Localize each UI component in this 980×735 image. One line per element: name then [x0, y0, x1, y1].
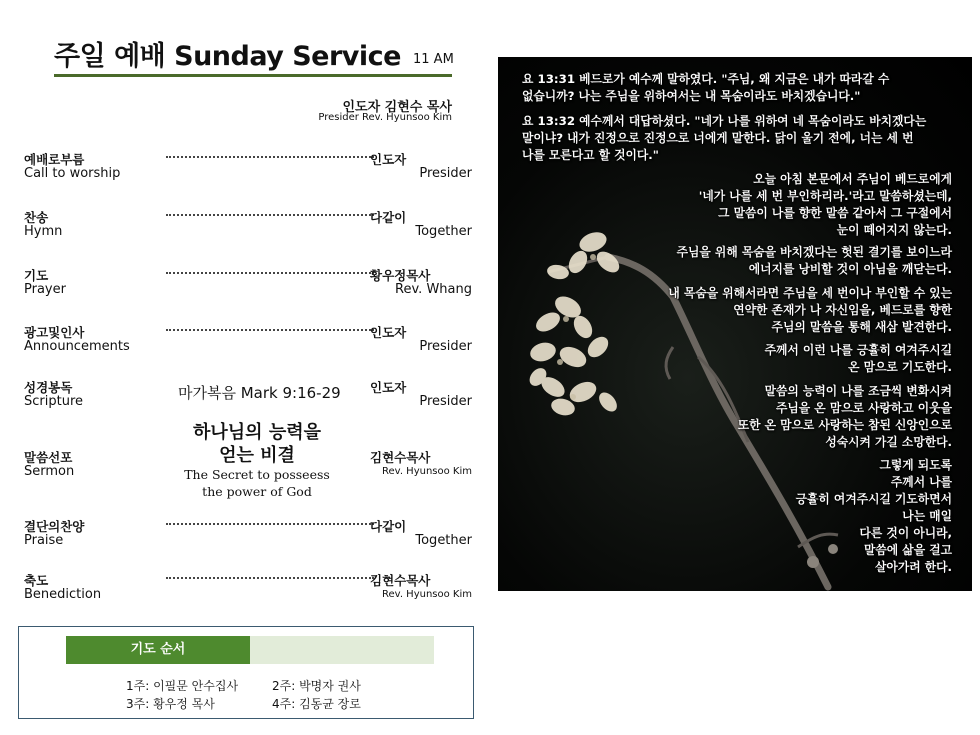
leader-en: Rev. Whang: [395, 282, 472, 297]
prayer-week-1: 1주: 이필문 안수집사: [126, 679, 239, 693]
sermon-title-english: [168, 466, 346, 500]
title-divider: [54, 74, 452, 77]
order-label-ko: 예배로부름: [24, 152, 85, 167]
order-row-hymn: [24, 208, 472, 248]
meditation-line: 주께서 이런 나를 긍휼히 여겨주시길: [764, 343, 952, 357]
dot-leader: [166, 577, 374, 579]
meditation-line: 주께서 나를: [890, 475, 952, 489]
verse-line: 없습니까? 나는 주님을 위하여서는 내 목숨이라도 바치겠습니다.": [522, 89, 861, 103]
dot-leader: [166, 523, 374, 525]
leader-ko: 인도자: [370, 380, 407, 395]
meditation-line: 연약한 존재가 나 자신임을, 베드로를 향한: [733, 303, 952, 317]
order-label-ko: 말씀선포: [24, 450, 73, 465]
meditation-line: 긍휼히 여겨주시길 기도하면서: [795, 492, 952, 506]
verse-line: 요 13:31 베드로가 예수께 말하였다. "주님, 왜 지금은 내가 따라갈 수: [522, 72, 890, 86]
meditation-paragraph-5: [622, 383, 952, 451]
meditation-line: 나는 매일: [902, 509, 952, 523]
order-label-en: Scripture: [24, 394, 84, 409]
verse-13-32: [522, 113, 962, 164]
leader-ko: 황우정목사: [370, 268, 431, 283]
sermon-title-korean: [168, 421, 346, 467]
dot-leader: [166, 156, 374, 158]
order-label-ko: 기도: [24, 268, 49, 283]
meditation-paragraph-3: [622, 285, 952, 336]
meditation-line: 내 목숨을 위해서라면 주님을 세 번이나 부인할 수 있는: [668, 286, 952, 300]
meditation-line: 눈이 떼어지지 않는다.: [836, 223, 952, 237]
prayer-schedule-header: 기도 순서: [66, 636, 250, 664]
meditation-line: 에너지를 낭비할 것이 아님을 깨닫는다.: [748, 262, 952, 276]
order-label-en: Benediction: [24, 587, 102, 602]
sermon-title-en-line1: The Secret to posseess: [184, 467, 330, 482]
meditation-paragraph-6: [622, 457, 952, 576]
leader-ko: 다같이: [370, 210, 407, 225]
leader-en: Rev. Hyunsoo Kim: [382, 589, 472, 600]
verse-line: 요 13:32 예수께서 대답하셨다. "네가 나를 위하여 네 목숨이라도 바치겠다는: [522, 114, 927, 128]
meditation-line: 또한 온 맘으로 사랑하는 참된 신앙인으로: [737, 418, 952, 432]
sermon-title-en-line2: the power of God: [202, 484, 312, 499]
leader-ko: 인도자: [370, 152, 407, 167]
meditation-line: 오늘 아침 본문에서 주님이 베드로에게: [753, 172, 952, 186]
order-row-prayer: [24, 266, 472, 306]
order-label-ko: 광고및인사: [24, 325, 85, 340]
order-label-en: Prayer: [24, 282, 66, 297]
meditation-line: 주님의 말씀을 통해 새삼 발견한다.: [771, 320, 952, 334]
meditation-line: '네가 나를 세 번 부인하리라.'라고 말씀하셨는데,: [698, 189, 952, 203]
leader-en: Rev. Hyunsoo Kim: [382, 466, 472, 477]
sermon-title-ko-line1: 하나님의 능력을: [193, 422, 321, 443]
order-row-benediction: [24, 571, 472, 611]
meditation-paragraph-4: [622, 342, 952, 376]
meditation-paragraph-1: [622, 171, 952, 239]
prayer-week-3: 3주: 황우정 목사: [126, 697, 215, 711]
prayer-header-bar: [250, 636, 434, 664]
meditation-line: 성숙시켜 가길 소망한다.: [825, 435, 952, 449]
presider-english: Presider Rev. Hyunsoo Kim: [318, 112, 452, 123]
service-time: 11 AM: [413, 52, 454, 67]
leader-en: Together: [415, 224, 472, 239]
leader-en: Presider: [419, 394, 472, 409]
prayer-week-2: 2주: 박명자 권사: [272, 679, 361, 693]
meditation-line: 다른 것이 아니라,: [859, 526, 952, 540]
order-label-en: Call to worship: [24, 166, 121, 181]
order-row-announcements: [24, 323, 472, 363]
verse-line: 나를 모른다고 할 것이다.": [522, 148, 659, 162]
meditation-photo: [498, 57, 972, 591]
dot-leader: [166, 214, 374, 216]
meditation-line: 주님을 위해 목숨을 바치겠다는 헛된 결기를 보이느라: [676, 245, 952, 259]
order-label-ko: 결단의찬양: [24, 519, 85, 534]
leader-ko: 다같이: [370, 519, 407, 534]
meditation-line: 말씀에 삶을 걸고: [864, 543, 952, 557]
meditation-line: 주님을 온 맘으로 사랑하고 이웃을: [776, 401, 952, 415]
meditation-line: 말씀의 능력이 나를 조금씩 변화시켜: [764, 384, 952, 398]
order-label-en: Sermon: [24, 464, 75, 479]
leader-en: Presider: [419, 339, 472, 354]
order-label-ko: 성경봉독: [24, 380, 73, 395]
order-row-praise: [24, 517, 472, 557]
meditation-paragraph-2: [622, 244, 952, 278]
order-label-en: Praise: [24, 533, 64, 548]
order-label-en: Announcements: [24, 339, 130, 354]
meditation-line: 그렇게 되도록: [879, 458, 952, 472]
meditation-line: 온 맘으로 기도한다.: [848, 360, 952, 374]
leader-ko: 김현수목사: [370, 573, 431, 588]
order-label-ko: 찬송: [24, 210, 49, 225]
meditation-line: 그 말씀이 나를 향한 말씀 같아서 그 구절에서: [718, 206, 952, 220]
prayer-week-4: 4주: 김동균 장로: [272, 697, 361, 711]
verse-13-31: [522, 71, 962, 105]
leader-ko: 인도자: [370, 325, 407, 340]
dot-leader: [166, 329, 374, 331]
page-title: 주일 예배 Sunday Service: [54, 41, 401, 72]
verse-line: 말이냐? 내가 진정으로 진정으로 너에게 말한다. 닭이 울기 전에, 너는 세 번: [522, 131, 914, 145]
meditation-line: 살아가려 한다.: [875, 560, 952, 574]
presider-korean: 인도자 김현수 목사: [342, 100, 452, 115]
sermon-title-ko-line2: 얻는 비결: [219, 445, 295, 466]
leader-en: Presider: [419, 166, 472, 181]
dot-leader: [166, 272, 374, 274]
order-label-en: Hymn: [24, 224, 63, 239]
scripture-reference: 마가복음 Mark 9:16-29: [178, 384, 341, 402]
order-label-ko: 축도: [24, 573, 49, 588]
leader-ko: 김현수목사: [370, 450, 431, 465]
leader-en: Together: [415, 533, 472, 548]
order-row-call-to-worship: [24, 150, 472, 190]
